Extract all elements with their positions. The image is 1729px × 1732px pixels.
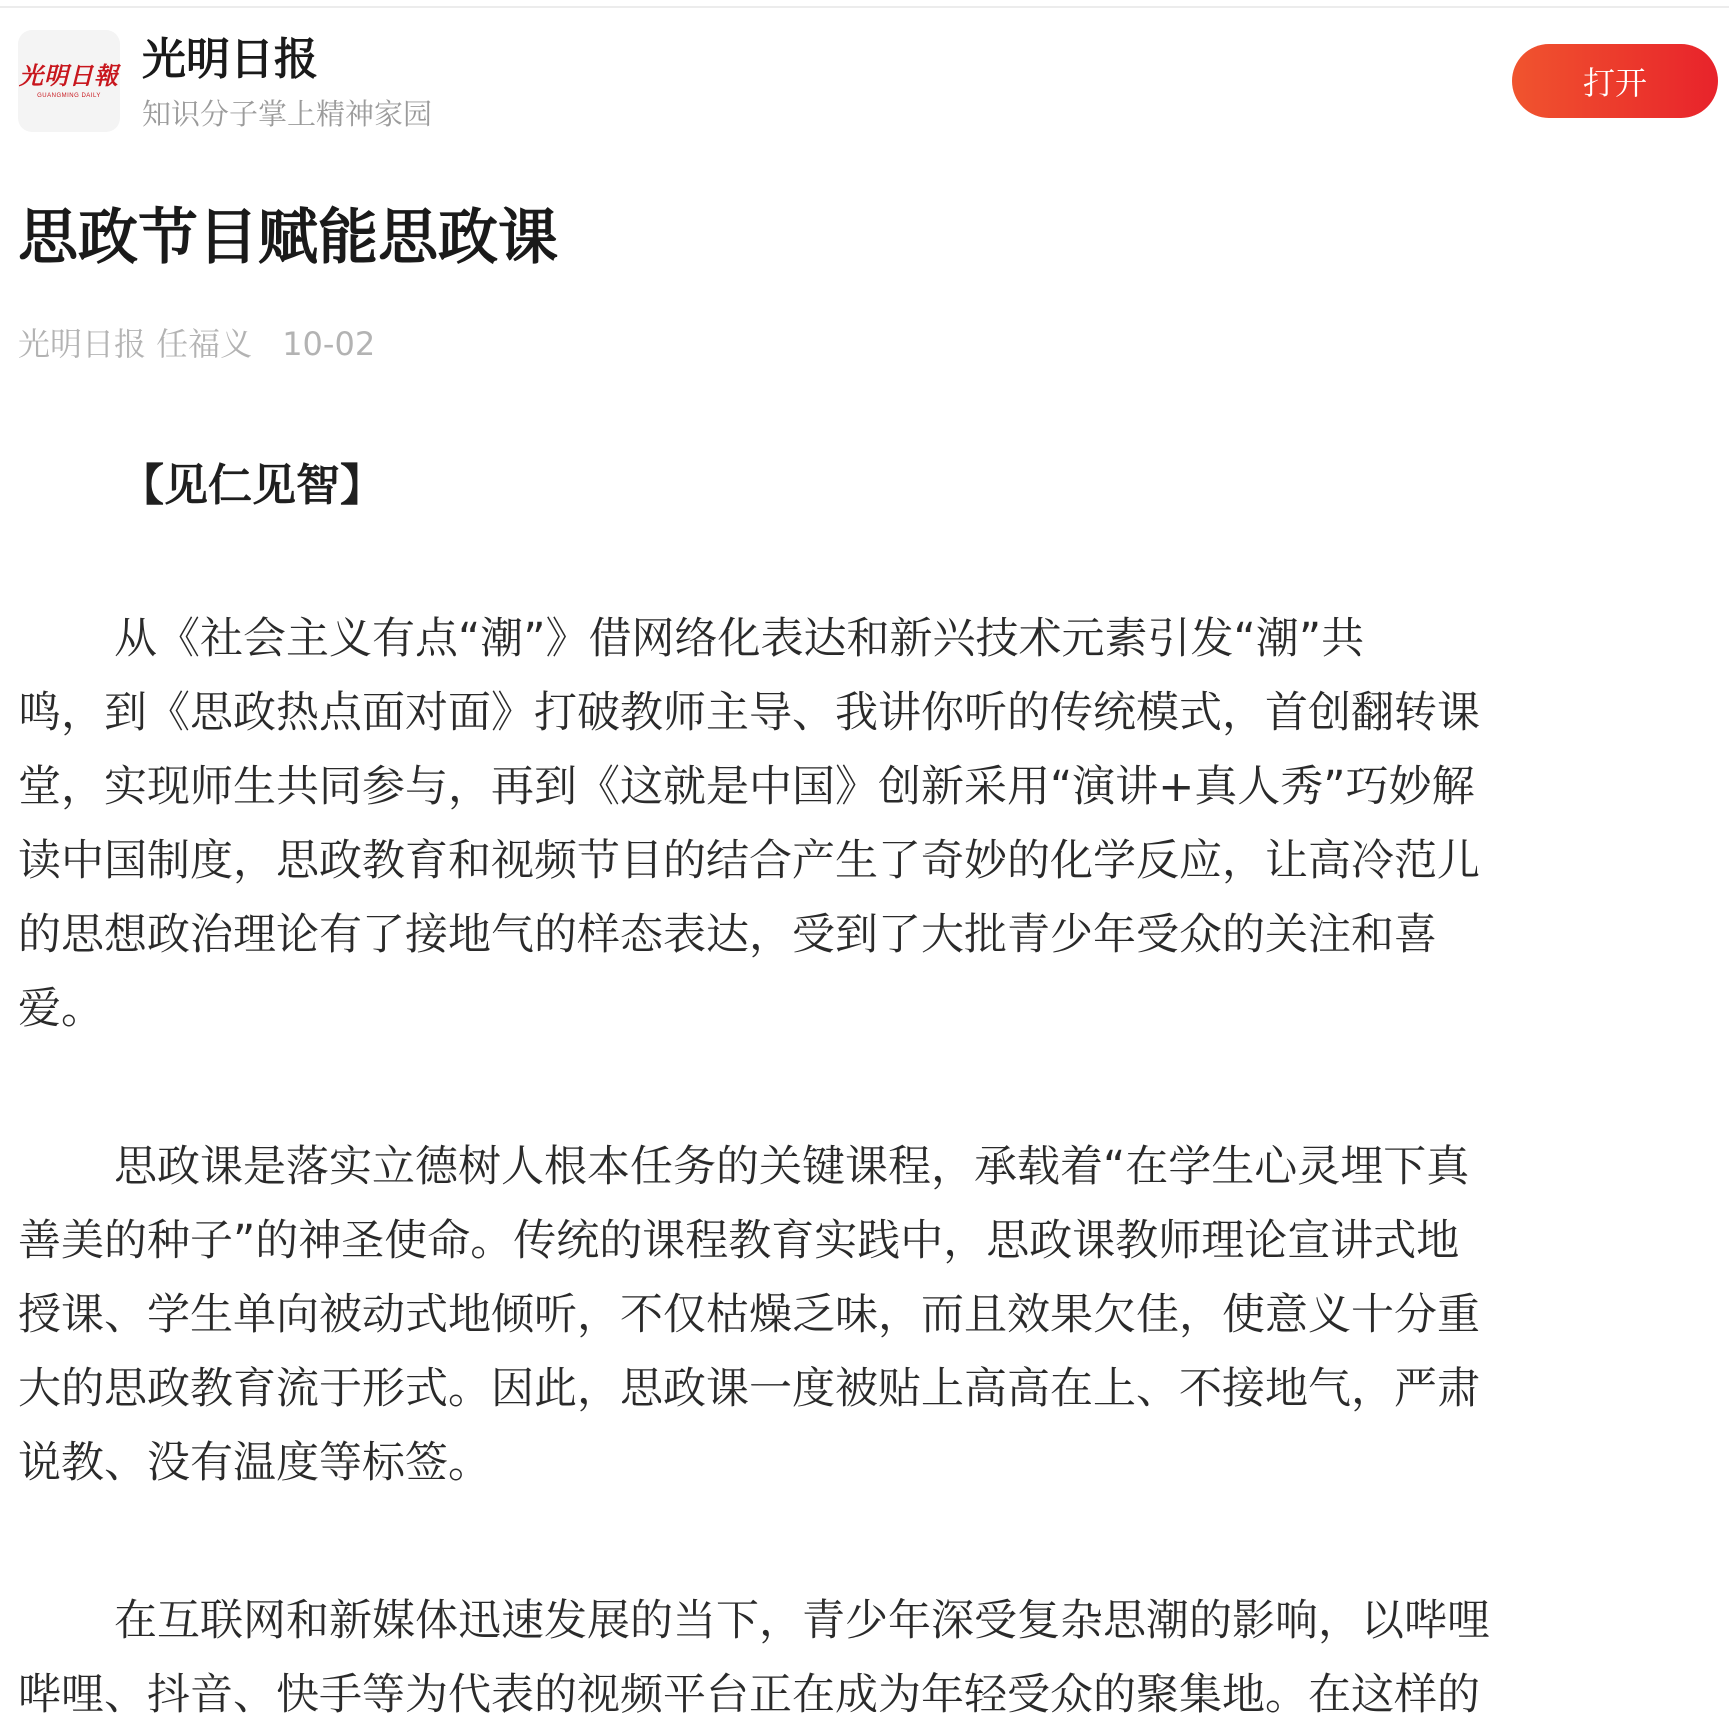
paragraph-line: 说教、没有温度等标签。 bbox=[18, 1438, 491, 1488]
paragraph-line: 从《社会主义有点“潮”》借网络化表达和新兴技术元素引发“潮”共 bbox=[114, 614, 1365, 664]
paragraph-line: 善美的种子”的神圣使命。传统的课程教育实践中，思政课教师理论宣讲式地 bbox=[18, 1216, 1460, 1266]
top-divider bbox=[0, 0, 1729, 8]
article-date: 10-02 bbox=[282, 325, 376, 363]
paragraph-line: 在互联网和新媒体迅速发展的当下，青少年深受复杂思潮的影响，以哔哩 bbox=[114, 1596, 1490, 1646]
paragraph-line: 堂，实现师生共同参与，再到《这就是中国》创新采用“演讲+真人秀”巧妙解 bbox=[18, 762, 1475, 812]
app-download-banner bbox=[0, 10, 1729, 150]
article-title: 思政节目赋能思政课 bbox=[18, 203, 558, 273]
logo-script-text: 光明日報 bbox=[19, 61, 119, 90]
paragraph-line: 思政课是落实立德树人根本任务的关键课程，承载着“在学生心灵埋下真 bbox=[114, 1142, 1470, 1192]
paragraph-line: 授课、学生单向被动式地倾听，不仅枯燥乏味，而且效果欠佳，使意义十分重 bbox=[18, 1290, 1480, 1340]
article-paragraph bbox=[18, 602, 1708, 1046]
article-paragraph bbox=[18, 1584, 1708, 1732]
paragraph-line: 爱。 bbox=[18, 984, 104, 1034]
paragraph-line: 大的思政教育流于形式。因此，思政课一度被贴上高高在上、不接地气，严肃 bbox=[18, 1364, 1480, 1414]
app-logo[interactable] bbox=[18, 30, 120, 132]
open-app-button[interactable]: 打开 bbox=[1512, 44, 1718, 118]
section-heading: 【见仁见智】 bbox=[120, 460, 384, 511]
app-slogan: 知识分子掌上精神家园 bbox=[142, 97, 433, 131]
app-name: 光明日报 bbox=[142, 34, 318, 85]
article-source-author: 光明日报 任福义 bbox=[18, 325, 253, 363]
article-paragraph bbox=[18, 1130, 1708, 1500]
paragraph-line: 哔哩、抖音、快手等为代表的视频平台正在成为年轻受众的聚集地。在这样的 bbox=[18, 1670, 1480, 1720]
paragraph-line: 鸣，到《思政热点面对面》打破教师主导、我讲你听的传统模式，首创翻转课 bbox=[18, 688, 1480, 738]
article-meta bbox=[18, 322, 375, 366]
paragraph-line: 的思想政治理论有了接地气的样态表达，受到了大批青少年受众的关注和喜 bbox=[18, 910, 1437, 960]
logo-sub-text: GUANGMING DAILY bbox=[37, 93, 101, 99]
paragraph-line: 读中国制度，思政教育和视频节目的结合产生了奇妙的化学反应，让高冷范儿 bbox=[18, 836, 1480, 886]
